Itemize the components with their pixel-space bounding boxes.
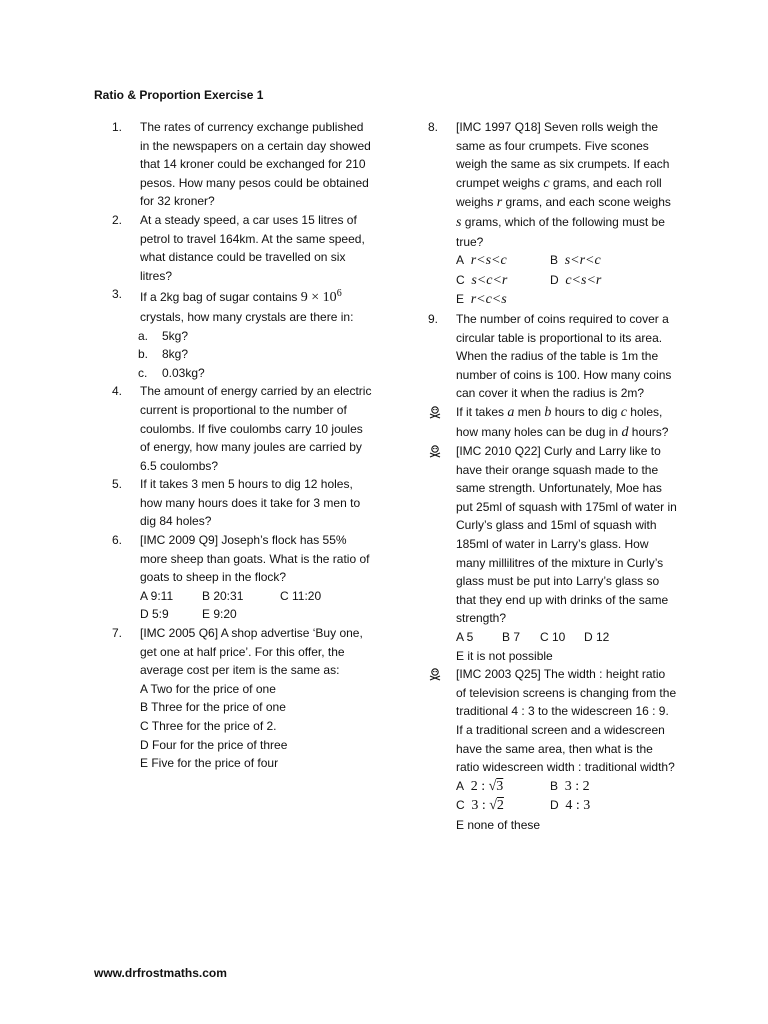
question-8 <box>428 118 678 310</box>
math-radicand: 3 <box>496 778 504 794</box>
question-text: The number of coins required to cover a circular table is proportional to its area. When the radius of the table is 1m the number of coins is 100. How many coins can cover it when the radius is 2m? <box>456 311 672 401</box>
question-number: 9. <box>428 311 439 326</box>
skull-crossbones-icon <box>428 405 442 419</box>
answer-option <box>456 251 550 271</box>
option-letter: C <box>456 798 465 813</box>
question-7 <box>112 624 374 773</box>
sub-question-b <box>112 345 374 364</box>
answer-option: A 5 <box>456 630 474 645</box>
answer-option <box>550 796 590 816</box>
text-part: grams, which of the following must be true? <box>456 214 665 249</box>
question-10 <box>428 403 678 442</box>
question-number: 5. <box>112 477 123 492</box>
sqrt-symbol: √ <box>488 778 497 794</box>
question-text <box>456 403 678 442</box>
question-text: [IMC 2009 Q9] Joseph’s flock has 55% more sheep than goats. What is the ratio of goats to sheep in the flock? <box>140 533 370 585</box>
answer-option <box>550 777 590 797</box>
answer-option: D 12 <box>584 630 610 645</box>
answer-option: C 10 <box>540 630 566 645</box>
answer-option <box>456 796 550 816</box>
sub-text: 5kg? <box>162 328 189 343</box>
math-radicand: 2 <box>496 798 504 814</box>
question-text <box>140 285 374 326</box>
math-expression: r<s<c <box>470 253 507 269</box>
skull-crossbones-icon <box>428 667 442 681</box>
text-part: men <box>514 404 545 419</box>
answer-options-row <box>456 796 678 816</box>
question-text: At a steady speed, a car uses 15 litres of petrol to travel 164km. At the same speed, what distance could be travelled on six litres? <box>140 212 365 283</box>
question-3 <box>112 285 374 326</box>
math-expression: c<s<r <box>565 272 602 288</box>
answer-options-row <box>456 777 678 797</box>
question-4 <box>112 382 374 475</box>
sub-label: a. <box>138 328 149 343</box>
text-part: If it takes <box>456 404 508 419</box>
text-part: crystals, how many crystals are there in: <box>140 309 354 324</box>
answer-option: B 7 <box>502 630 521 645</box>
question-12 <box>428 665 678 834</box>
math-expression: 3 : <box>471 798 490 814</box>
option-letter: B <box>550 778 559 793</box>
answer-options-row <box>456 271 678 291</box>
sub-text: 8kg? <box>162 347 189 362</box>
math-variable: d <box>621 424 629 440</box>
option-letter: E <box>456 292 465 307</box>
answer-option: E none of these <box>456 817 541 832</box>
math-variable: a <box>507 404 515 420</box>
question-text: [IMC 2003 Q25] The width : height ratio of television screens is changing from the traditional 4 : 3 to the widescreen 16 : 9. If a traditional screen and a widescreen have the same area, then what is the ratio widescreen width : traditional width? <box>456 667 677 775</box>
answer-option: A Two for the price of one <box>140 681 276 696</box>
page-title: Ratio & Proportion Exercise 1 <box>94 88 264 102</box>
text-part: [IMC 1997 Q18] Seven rolls weigh the same as four crumpets. Five scones weigh the same as six crumpets. If each crumpet weighs <box>456 120 670 190</box>
text-part: holes, how many holes can be dug in <box>456 404 663 439</box>
question-2 <box>112 211 374 285</box>
text-part: If a 2kg bag of sugar contains <box>140 290 301 305</box>
question-text: [IMC 2005 Q6] A shop advertise ‘Buy one, get one at half price’. For this offer, the average cost per item is the same as: <box>140 626 363 678</box>
answer-option: D 5:9 <box>140 607 169 622</box>
answer-options-row <box>456 290 678 310</box>
question-number: 4. <box>112 384 123 399</box>
answer-option <box>550 251 601 271</box>
text-part: hours to dig <box>551 404 621 419</box>
option-letter: C <box>456 272 465 287</box>
math-variable: s <box>456 214 462 230</box>
question-1 <box>112 118 374 211</box>
right-column <box>428 118 678 835</box>
option-letter: B <box>550 253 559 268</box>
sub-label: b. <box>138 347 149 362</box>
math-expression: 9 × 10 <box>300 290 337 306</box>
sub-question-a <box>112 327 374 346</box>
math-expression: 3 : 2 <box>564 778 590 794</box>
answer-option: C 11:20 <box>280 588 322 603</box>
math-expression: 4 : 3 <box>565 798 591 814</box>
answer-options-row <box>140 605 374 624</box>
sqrt-symbol: √ <box>489 798 497 814</box>
math-expression: s<r<c <box>564 253 601 269</box>
text-part: grams, and each roll weighs <box>456 175 662 210</box>
answer-option: E 9:20 <box>202 607 237 622</box>
skull-crossbones-icon <box>428 444 442 458</box>
answer-option: A 9:11 <box>140 588 174 603</box>
text-part: grams, and each scone weighs <box>502 195 671 210</box>
option-letter: A <box>456 253 465 268</box>
math-variable: b <box>544 404 552 420</box>
question-text: [IMC 2010 Q22] Curly and Larry like to have their orange squash made to the same strength. Unfortunately, Moe has put 25ml of squash with 175ml of water in Curly’s glass and 15ml of squash with 185ml of water in Larry’s glass. How many millilitres of the mixture in Curly’s glass must be put into Larry’s glass so that they end up with drinks of the same strength? <box>456 444 677 626</box>
answer-options-row <box>456 251 678 271</box>
question-number: 8. <box>428 120 439 134</box>
footer-website: www.drfrostmaths.com <box>94 966 227 980</box>
option-letter: D <box>550 272 559 287</box>
question-5 <box>112 475 374 531</box>
question-text: The rates of currency exchange published in the newspapers on a certain day showed that 14 kroner could be exchanged for 210 pesos. How many pesos could be obtained for 32 kroner? <box>140 120 371 209</box>
answer-option <box>550 271 601 291</box>
sub-text: 0.03kg? <box>162 365 205 380</box>
sub-question-c <box>112 364 374 383</box>
question-number: 6. <box>112 533 123 548</box>
left-column <box>112 118 374 773</box>
question-11 <box>428 442 678 665</box>
answer-option <box>456 271 550 291</box>
text-part: hours? <box>628 424 669 439</box>
answer-options-row <box>456 628 678 647</box>
question-number: 3. <box>112 287 123 302</box>
answer-option: D Four for the price of three <box>140 737 288 752</box>
answer-option: B Three for the price of one <box>140 700 286 715</box>
answer-option: E it is not possible <box>456 648 553 663</box>
answer-option: E Five for the price of four <box>140 756 279 771</box>
option-letter: D <box>550 798 559 813</box>
math-variable: r <box>496 195 503 211</box>
math-variable: c <box>620 404 627 420</box>
question-text: The amount of energy carried by an electric current is proportional to the number of coulombs. If five coulombs carry 10 joules of energy, how many joules are carried by 6.5 coulombs? <box>140 384 372 473</box>
question-text <box>456 118 678 251</box>
question-number: 2. <box>112 212 123 227</box>
math-variable: c <box>543 175 550 191</box>
answer-option <box>456 290 507 310</box>
question-text: If it takes 3 men 5 hours to dig 12 holes, how many hours does it take for 3 men to dig 84 holes? <box>140 477 361 529</box>
question-6 <box>112 531 374 624</box>
answer-option: C Three for the price of 2. <box>140 719 277 733</box>
math-expression: 2 : <box>470 778 489 794</box>
answer-options-row <box>140 587 374 606</box>
answer-option: B 20:31 <box>202 588 244 603</box>
math-exponent: 6 <box>336 288 342 300</box>
question-number: 1. <box>112 120 123 134</box>
math-expression: s<c<r <box>471 272 508 288</box>
option-letter: A <box>456 778 465 793</box>
question-number: 7. <box>112 626 123 641</box>
math-expression: r<c<s <box>470 292 507 308</box>
question-9 <box>428 310 678 403</box>
answer-option <box>456 777 550 797</box>
sub-label: c. <box>138 365 148 380</box>
